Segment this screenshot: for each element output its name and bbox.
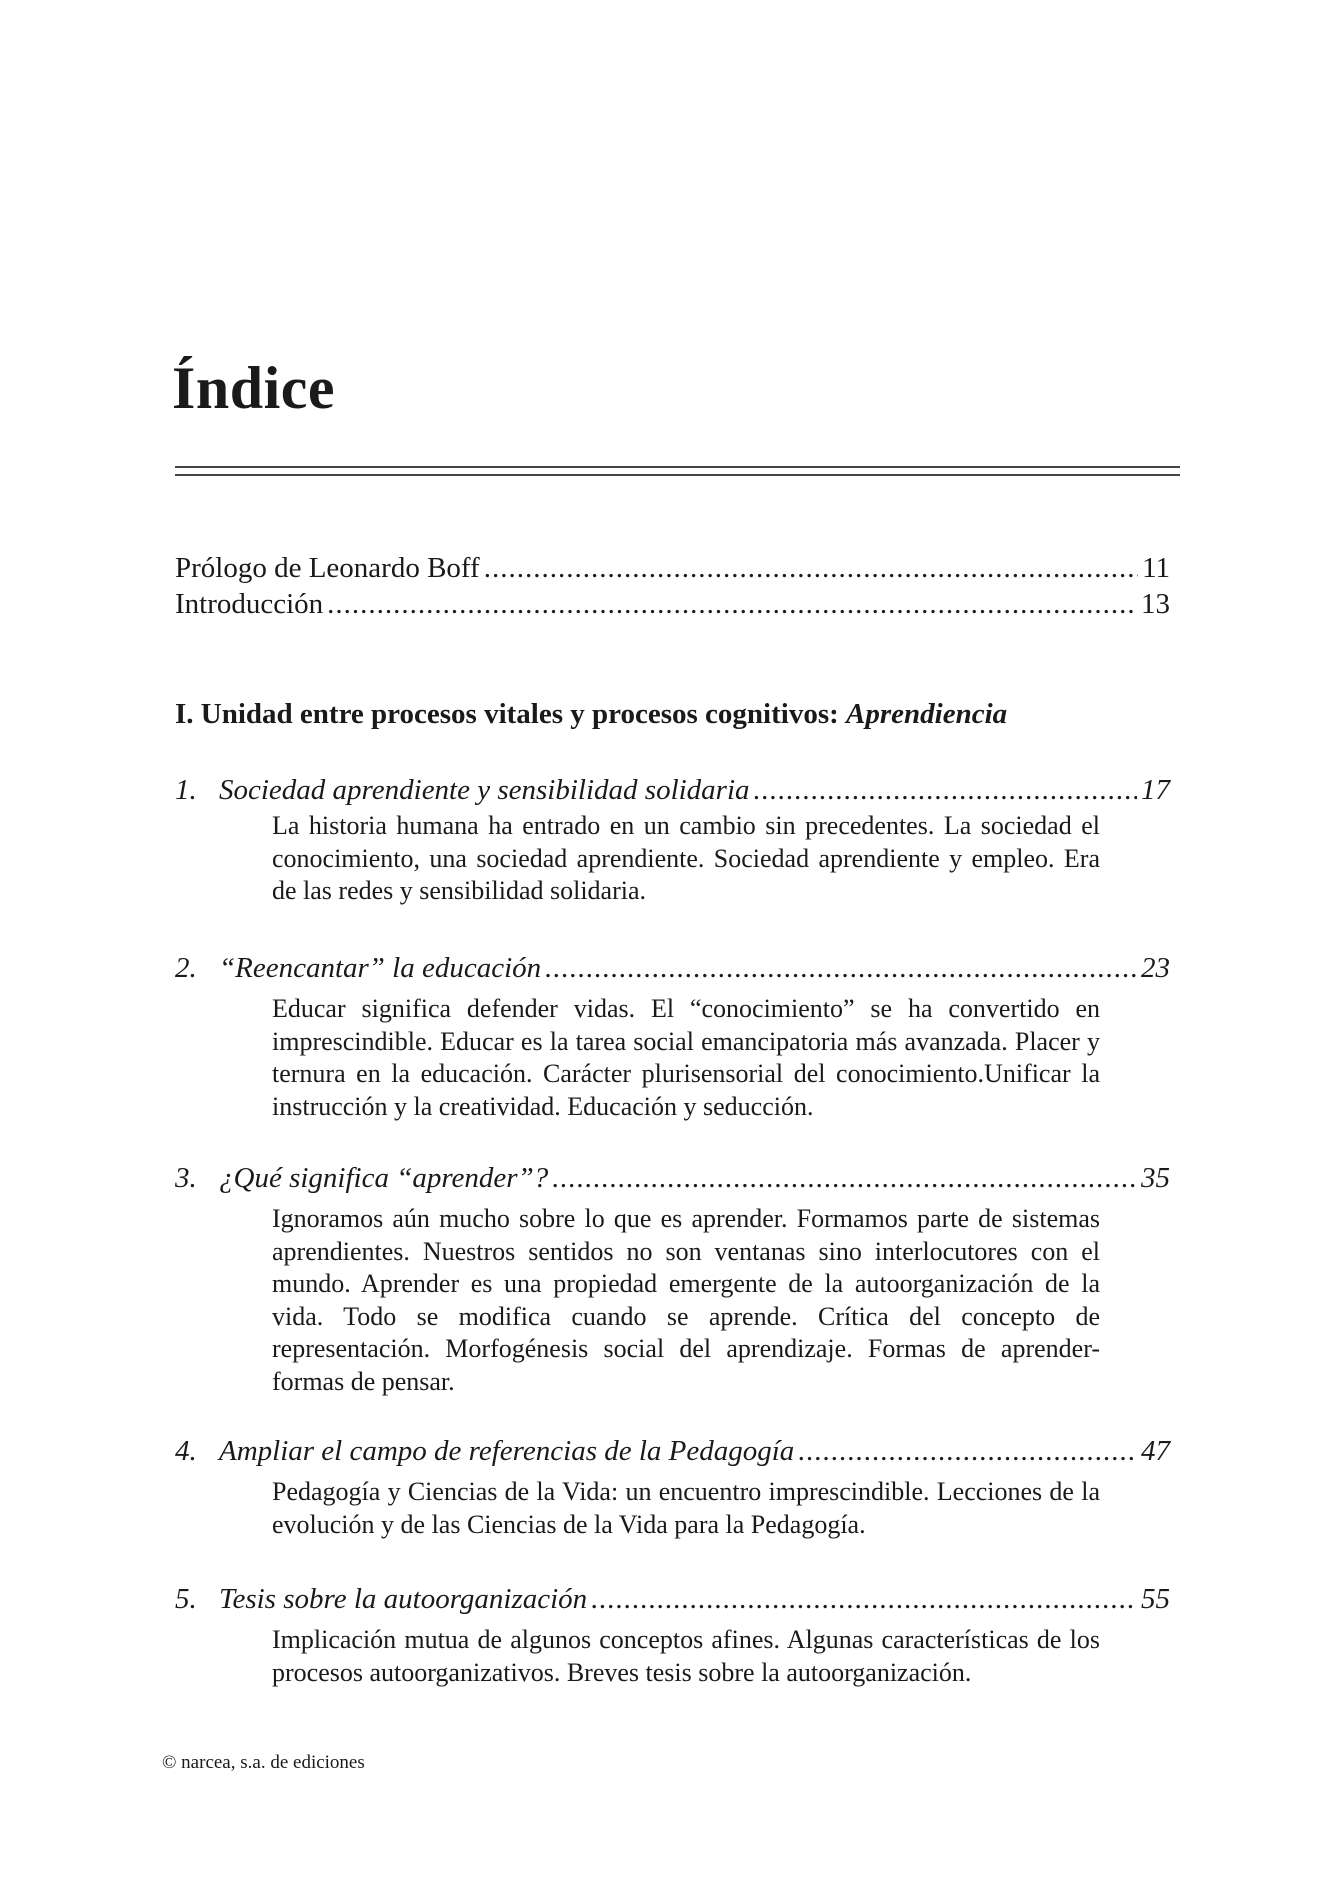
part-heading-italic: Aprendiencia [846,698,1008,730]
dot-leader [545,952,1137,985]
toc-chapter-3 [175,1162,1170,1195]
chapter-summary-2: Educar significa defender vidas. El “conocimiento” se ha convertido en imprescindible. Educar es la tarea social emancipatoria más avanzada. Placer y ternura en la educación. Carácter plurisensorial del conocimiento.Unificar la instrucción y la creatividad. Educación y seducción. [272,994,1100,1121]
toc-chapter-4 [175,1435,1170,1468]
chapter-page: 23 [1141,952,1170,984]
chapter-number: 1. [175,774,197,806]
toc-entry-page: 11 [1142,552,1170,584]
dot-leader [754,774,1137,807]
toc-entry-page: 13 [1141,588,1170,620]
chapter-number: 4. [175,1435,197,1467]
copyright-footer: © narcea, s.a. de ediciones [162,1752,365,1773]
dot-leader [327,588,1137,621]
chapter-title: ¿Qué significa “aprender”? [219,1162,549,1194]
chapter-page: 47 [1141,1435,1170,1467]
chapter-page: 17 [1141,774,1170,806]
toc-chapter-2 [175,952,1170,985]
toc-entry-label: Prólogo de Leonardo Boff [175,552,480,584]
dot-leader [552,1162,1137,1195]
part-heading [175,698,1007,731]
toc-entry-prologue [175,552,1170,585]
dot-leader [484,552,1138,585]
chapter-title: Tesis sobre la autoorganización [219,1583,588,1615]
chapter-page: 55 [1141,1583,1170,1615]
title-rule-bottom [175,474,1180,476]
chapter-title: “Reencantar” la educación [219,952,542,984]
toc-entry-label: Introducción [175,588,324,620]
page-title: Índice [172,355,336,422]
toc-chapter-1 [175,774,1170,807]
toc-chapter-5 [175,1583,1170,1616]
chapter-number: 2. [175,952,197,984]
chapter-number: 3. [175,1162,197,1194]
chapter-summary-3: Ignoramos aún mucho sobre lo que es aprender. Formamos parte de sistemas aprendientes. Nuestros sentidos no son ventanas sino interlocutores con el mundo. Aprender es una propiedad emergente de la autoorganización de la vida. Todo se modifica cuando se aprende. Crítica del concepto de representación. Morfogénesis social del aprendizaje. Formas de aprender-formas de pensar. [272,1204,1100,1396]
chapter-summary-1: La historia humana ha entrado en un cambio sin precedentes. La sociedad el conocimiento, una sociedad aprendiente. Sociedad aprendiente y empleo. Era de las redes y sensibilidad solidaria. [272,811,1100,905]
chapter-page: 35 [1141,1162,1170,1194]
chapter-summary-5: Implicación mutua de algunos conceptos afines. Algunas características de los procesos autoorganizativos. Breves tesis sobre la autoorganización. [272,1625,1100,1687]
chapter-title: Ampliar el campo de referencias de la Pedagogía [219,1435,795,1467]
toc-entry-introduction [175,588,1170,621]
chapter-summary-4: Pedagogía y Ciencias de la Vida: un encuentro imprescindible. Lecciones de la evolución y de las Ciencias de la Vida para la Pedagogía. [272,1477,1100,1539]
dot-leader [798,1435,1137,1468]
chapter-number: 5. [175,1583,197,1615]
part-heading-text: I. Unidad entre procesos vitales y procesos cognitivos: [175,698,847,730]
dot-leader [591,1583,1137,1616]
title-rule-top [175,466,1180,468]
chapter-title: Sociedad aprendiente y sensibilidad solidaria [219,774,750,806]
